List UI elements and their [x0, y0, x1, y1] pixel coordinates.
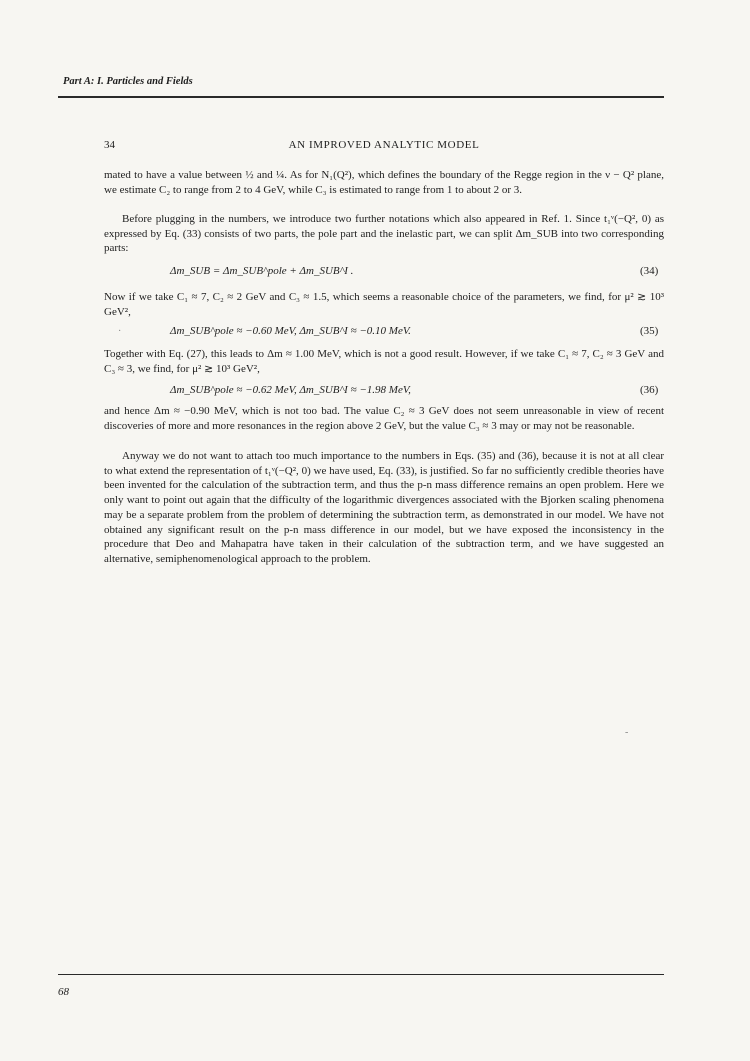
scan-dash-mark: - — [625, 727, 629, 738]
paragraph-5: and hence Δm ≈ −0.90 MeV, which is not too bad. The value C₂ ≈ 3 GeV does not seem unreasonable in view of recent discoveries of more and more resonances in the region above 2 GeV, but the value C₃ ≈ 3 may or may not be reasonable. — [104, 405, 664, 432]
paragraph-3: Now if we take C₁ ≈ 7, C₂ ≈ 2 GeV and C₃ ≈ 1.5, which seems a reasonable choice of the parameters, we find, for μ² ≳ 10³ GeV², — [104, 291, 664, 318]
scan-dot-mark: · — [118, 326, 122, 337]
section-header: Part A: I. Particles and Fields — [63, 76, 193, 87]
equation-34-number: (34) — [640, 265, 659, 277]
paragraph-1: mated to have a value between ½ and ¼. As for N₁(Q²), which defines the boundary of the Regge region in the ν − Q² plane, we estimate C₂ to range from 2 to 4 GeV, while C₃ is estimated to range from 1 to about 2 or 3. — [104, 169, 664, 196]
paragraph-6: Anyway we do not want to attach too much importance to the numbers in Eqs. (35) and (36), because it is not at all clear to what extend the representation of t₁ᵛ(−Q², 0) we have used, Eq. (33), is justified. So far no sufficiently credible theories have been invented for the calculation of the subtraction term, and thus the p-n mass difference remains an open problem. Here we only want to point out again that the difficulty of the logarithmic divergences associated with the Bjorken scaling phenomena may be a separate problem from the problem of determining the subtraction term, as demonstrated in our model. We have not obtained any significant result on the p-n mass difference in our model, but we have exposed the inconsistency in the procedure that Deo and Mahapatra have taken in their calculation of the subtraction term, and we have suggested an alternative, semiphenomenological approach to the problem. — [104, 450, 664, 565]
paragraph-2: Before plugging in the numbers, we introduce two further notations which also appeared in Ref. 1. Since t₁ᵛ(−Q², 0) as expressed by Eq. (33) consists of two parts, the pole part and the inelastic part, we can split Δm_SUB into two corresponding parts: — [104, 213, 664, 255]
running-title: AN IMPROVED ANALYTIC MODEL — [288, 139, 480, 151]
equation-36-number: (36) — [640, 384, 659, 396]
equation-35: Δm_SUB^pole ≈ −0.60 MeV, Δm_SUB^I ≈ −0.10 MeV. — [170, 325, 411, 337]
paragraph-4: Together with Eq. (27), this leads to Δm ≈ 1.00 MeV, which is not a good result. However, if we take C₁ ≈ 7, C₂ ≈ 3 GeV and C₃ ≈ 3, we find, for μ² ≳ 10³ GeV², — [104, 348, 664, 375]
equation-35-number: (35) — [640, 325, 659, 337]
top-rule — [58, 96, 664, 98]
equation-36: Δm_SUB^pole ≈ −0.62 MeV, Δm_SUB^I ≈ −1.98 MeV, — [170, 384, 411, 396]
page-number-top: 34 — [104, 139, 115, 151]
equation-34: Δm_SUB = Δm_SUB^pole + Δm_SUB^I . — [170, 265, 354, 277]
bottom-rule — [58, 974, 664, 975]
page-number-bottom: 68 — [58, 986, 69, 998]
